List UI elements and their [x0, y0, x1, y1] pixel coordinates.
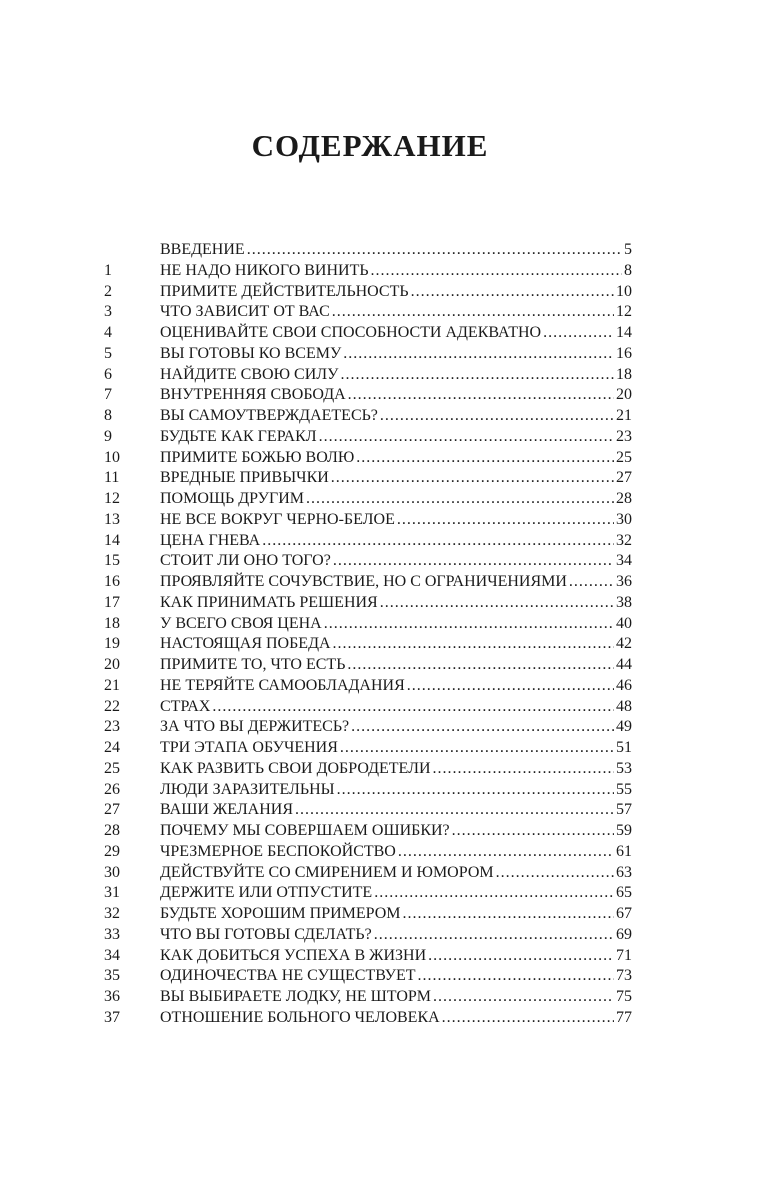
toc-entry[interactable] — [104, 531, 632, 552]
toc-entry-number: 13 — [104, 510, 120, 528]
toc-dot-leader — [324, 614, 614, 635]
toc-entry-title: КАК РАЗВИТЬ СВОИ ДОБРОДЕТЕЛИ — [160, 759, 431, 777]
toc-dot-leader — [262, 531, 614, 552]
toc-entry-title: НЕ ВСЕ ВОКРУГ ЧЕРНО-БЕЛОЕ — [160, 510, 395, 528]
toc-entry-page: 28 — [616, 490, 632, 507]
toc-entry-number: 30 — [104, 863, 120, 881]
toc-entry[interactable] — [104, 282, 632, 303]
toc-entry[interactable] — [104, 966, 632, 987]
toc-entry-page: 75 — [616, 988, 632, 1005]
toc-entry-title: НЕ ТЕРЯЙТЕ САМООБЛАДАНИЯ — [160, 676, 405, 694]
toc-dot-leader — [411, 282, 614, 303]
toc-entry[interactable] — [104, 655, 632, 676]
toc-entry[interactable] — [104, 780, 632, 801]
toc-entry-number: 28 — [104, 822, 120, 839]
toc-entry-number: 7 — [104, 386, 112, 404]
toc-entry-title: СТРАХ — [160, 697, 211, 715]
toc-entry-page: 71 — [616, 946, 632, 964]
toc-entry[interactable] — [104, 344, 632, 365]
toc-entry-page: 14 — [616, 324, 632, 341]
toc-entry-page: 51 — [616, 739, 632, 756]
toc-entry-number: 9 — [104, 427, 112, 445]
toc-entry-number: 11 — [104, 469, 120, 487]
toc-entry[interactable] — [104, 717, 632, 738]
toc-entry-number: 2 — [104, 282, 112, 300]
toc-entry-page: 27 — [616, 469, 632, 487]
toc-entry[interactable] — [104, 261, 632, 282]
toc-entry-page: 46 — [616, 676, 632, 694]
toc-entry-number: 24 — [104, 739, 120, 756]
toc-entry-page: 42 — [616, 635, 632, 653]
toc-entry-title: КАК ПРИНИМАТЬ РЕШЕНИЯ — [160, 593, 378, 611]
toc-entry-title: ЧТО ВЫ ГОТОВЫ СДЕЛАТЬ? — [160, 925, 372, 943]
toc-dot-leader — [380, 406, 614, 427]
toc-dot-leader — [543, 323, 614, 344]
toc-entry-page: 23 — [616, 427, 632, 445]
toc-entry-page: 61 — [616, 842, 632, 860]
toc-entry-title: СТОИТ ЛИ ОНО ТОГО? — [160, 552, 331, 570]
toc-entry-title: НЕ НАДО НИКОГО ВИНИТЬ — [160, 261, 369, 279]
toc-entry-title: ЛЮДИ ЗАРАЗИТЕЛЬНЫ — [160, 780, 335, 798]
toc-entry-number: 1 — [104, 261, 112, 279]
toc-dot-leader — [331, 468, 614, 489]
toc-entry[interactable] — [104, 240, 632, 261]
toc-entry-number: 20 — [104, 656, 120, 673]
toc-dot-leader — [403, 904, 614, 925]
toc-dot-leader — [337, 780, 614, 801]
toc-entry[interactable] — [104, 448, 632, 469]
toc-entry-page: 44 — [616, 656, 632, 673]
toc-dot-leader — [374, 883, 614, 904]
toc-entry-number: 34 — [104, 946, 120, 964]
toc-entry[interactable] — [104, 572, 632, 593]
toc-entry-title: У ВСЕГО СВОЯ ЦЕНА — [160, 614, 322, 632]
toc-entry[interactable] — [104, 406, 632, 427]
toc-entry-page: 49 — [616, 718, 632, 736]
toc-entry-title: ЗА ЧТО ВЫ ДЕРЖИТЕСЬ? — [160, 718, 350, 736]
toc-dot-leader — [398, 842, 614, 863]
toc-entry-number: 33 — [104, 925, 120, 943]
toc-entry-title: БУДЬТЕ ХОРОШИМ ПРИМЕРОМ — [160, 905, 401, 922]
toc-dot-leader — [351, 717, 614, 738]
toc-dot-leader — [319, 427, 614, 448]
toc-entry[interactable] — [104, 551, 632, 572]
toc-entry-title: ЦЕНА ГНЕВА — [160, 531, 261, 549]
toc-entry-number: 14 — [104, 531, 120, 549]
toc-entry-page: 53 — [616, 759, 632, 777]
toc-entry-number: 19 — [104, 635, 120, 653]
toc-entry[interactable] — [104, 883, 632, 904]
toc-entry-page: 67 — [616, 905, 632, 922]
toc-entry-number: 15 — [104, 552, 120, 570]
toc-entry[interactable] — [104, 1008, 632, 1029]
toc-entry-title: НАЙДИТЕ СВОЮ СИЛУ — [160, 365, 339, 383]
toc-entry-title: ПОЧЕМУ МЫ СОВЕРШАЕМ ОШИБКИ? — [160, 822, 450, 839]
toc-dot-leader — [340, 365, 614, 386]
toc-entry-title: БУДЬТЕ КАК ГЕРАКЛ — [160, 427, 317, 445]
toc-entry[interactable] — [104, 510, 632, 531]
page-title: СОДЕРЖАНИЕ — [251, 128, 489, 163]
toc-entry[interactable] — [104, 800, 632, 821]
toc-entry-number: 3 — [104, 303, 112, 321]
toc-entry-title: ВРЕДНЫЕ ПРИВЫЧКИ — [160, 469, 329, 487]
toc-entry-title: ЧТО ЗАВИСИТ ОТ ВАС — [160, 303, 330, 321]
toc-entry-title: ВЫ ГОТОВЫ КО ВСЕМУ — [160, 344, 342, 362]
toc-entry-number: 5 — [104, 344, 112, 362]
toc-dot-leader — [428, 946, 614, 967]
toc-dot-leader — [433, 759, 615, 780]
toc-entry-page: 30 — [616, 510, 632, 528]
toc-entry-title: ОЦЕНИВАЙТЕ СВОИ СПОСОБНОСТИ АДЕКВАТНО — [160, 324, 542, 341]
toc-entry-page: 77 — [616, 1008, 632, 1026]
toc-entry-number: 23 — [104, 718, 120, 736]
toc-dot-leader — [374, 925, 614, 946]
toc-entry-title: ВЫ САМОУТВЕРЖДАЕТЕСЬ? — [160, 407, 378, 424]
toc-entry-number: 36 — [104, 988, 120, 1005]
toc-entry-page: 65 — [616, 884, 632, 902]
toc-entry[interactable] — [104, 323, 632, 344]
toc-dot-leader — [295, 800, 614, 821]
toc-entry-title: ПРИМИТЕ ТО, ЧТО ЕСТЬ — [160, 656, 346, 673]
toc-entry-title: ПРИМИТЕ БОЖЬЮ ВОЛЮ — [160, 448, 355, 466]
toc-dot-leader — [418, 966, 615, 987]
toc-dot-leader — [306, 489, 614, 510]
toc-entry-page: 10 — [616, 282, 632, 300]
toc-entry-title: ПРОЯВЛЯЙТЕ СОЧУВСТВИЕ, НО С ОГРАНИЧЕНИЯМИ — [160, 573, 567, 590]
toc-entry-page: 16 — [616, 344, 632, 362]
toc-entry[interactable] — [104, 925, 632, 946]
toc-entry-page: 32 — [616, 531, 632, 549]
toc-entry-number: 18 — [104, 614, 120, 632]
toc-entry-title: ОТНОШЕНИЕ БОЛЬНОГО ЧЕЛОВЕКА — [160, 1008, 440, 1026]
toc-entry[interactable] — [104, 468, 632, 489]
table-of-contents — [104, 240, 632, 1029]
toc-entry[interactable] — [104, 614, 632, 635]
toc-dot-leader — [380, 593, 614, 614]
toc-entry-page: 12 — [616, 303, 632, 321]
toc-entry-title: КАК ДОБИТЬСЯ УСПЕХА В ЖИЗНИ — [160, 946, 427, 964]
toc-entry-page: 20 — [616, 386, 632, 404]
toc-dot-leader — [333, 551, 614, 572]
toc-entry[interactable] — [104, 821, 632, 842]
toc-entry-number: 22 — [104, 697, 120, 715]
toc-entry-title: НАСТОЯЩАЯ ПОБЕДА — [160, 635, 331, 653]
toc-entry-number: 37 — [104, 1008, 120, 1026]
toc-entry-title: ВАШИ ЖЕЛАНИЯ — [160, 801, 293, 819]
toc-entry-page: 38 — [616, 593, 632, 611]
toc-dot-leader — [496, 863, 614, 884]
toc-entry[interactable] — [104, 987, 632, 1008]
toc-dot-leader — [442, 1008, 614, 1029]
toc-entry-number: 17 — [104, 593, 120, 611]
toc-entry-title: ЧРЕЗМЕРНОЕ БЕСПОКОЙСТВО — [160, 842, 396, 860]
toc-entry-page: 59 — [616, 822, 632, 839]
toc-dot-leader — [343, 344, 614, 365]
toc-entry-number: 21 — [104, 676, 120, 694]
toc-dot-leader — [247, 240, 622, 261]
toc-entry-page: 36 — [616, 573, 632, 590]
toc-entry[interactable] — [104, 697, 632, 718]
toc-entry[interactable] — [104, 946, 632, 967]
toc-entry-page: 48 — [616, 697, 632, 715]
toc-entry[interactable] — [104, 676, 632, 697]
toc-entry-number: 29 — [104, 842, 120, 860]
toc-entry[interactable] — [104, 365, 632, 386]
toc-dot-leader — [569, 572, 614, 593]
toc-entry-number: 12 — [104, 490, 120, 507]
toc-entry-number: 6 — [104, 365, 112, 383]
toc-entry-number: 8 — [104, 407, 112, 424]
toc-dot-leader — [348, 385, 614, 406]
toc-dot-leader — [340, 738, 614, 759]
toc-dot-leader — [407, 676, 614, 697]
toc-entry-title: ТРИ ЭТАПА ОБУЧЕНИЯ — [160, 739, 338, 756]
toc-entry[interactable] — [104, 863, 632, 884]
toc-entry[interactable] — [104, 427, 632, 448]
toc-entry-number: 4 — [104, 324, 112, 341]
toc-entry[interactable] — [104, 759, 632, 780]
toc-entry-number: 16 — [104, 573, 120, 590]
toc-entry-number: 32 — [104, 905, 120, 922]
toc-entry-title: ВНУТРЕННЯЯ СВОБОДА — [160, 386, 346, 404]
toc-entry-number: 35 — [104, 967, 120, 985]
toc-entry-page: 5 — [624, 241, 632, 258]
toc-entry-number: 26 — [104, 780, 120, 798]
toc-entry-page: 55 — [616, 780, 632, 798]
toc-entry[interactable] — [104, 489, 632, 510]
toc-dot-leader — [212, 697, 614, 718]
toc-entry-title: ДЕЙСТВУЙТЕ СО СМИРЕНИЕМ И ЮМОРОМ — [160, 863, 494, 881]
toc-entry-number: 31 — [104, 884, 120, 902]
toc-dot-leader — [356, 448, 614, 469]
toc-entry-title: ПРИМИТЕ ДЕЙСТВИТЕЛЬНОСТЬ — [160, 282, 409, 300]
toc-entry-page: 73 — [616, 967, 632, 985]
toc-entry[interactable] — [104, 302, 632, 323]
toc-entry-title: ОДИНОЧЕСТВА НЕ СУЩЕСТВУЕТ — [160, 967, 416, 985]
toc-dot-leader — [347, 655, 614, 676]
toc-entry-page: 34 — [616, 552, 632, 570]
toc-entry-number: 27 — [104, 801, 120, 819]
toc-entry-page: 63 — [616, 863, 632, 881]
toc-dot-leader — [332, 302, 614, 323]
toc-entry-page: 21 — [616, 407, 632, 424]
toc-entry-number: 25 — [104, 759, 120, 777]
toc-dot-leader — [371, 261, 622, 282]
toc-entry-page: 25 — [616, 448, 632, 466]
toc-entry[interactable] — [104, 593, 632, 614]
toc-entry[interactable] — [104, 842, 632, 863]
toc-entry-page: 18 — [616, 365, 632, 383]
toc-entry[interactable] — [104, 904, 632, 925]
toc-entry-page: 57 — [616, 801, 632, 819]
toc-entry-title: ДЕРЖИТЕ ИЛИ ОТПУСТИТЕ — [160, 884, 373, 902]
toc-entry-page: 8 — [624, 261, 632, 279]
toc-entry-title: ВВЕДЕНИЕ — [160, 241, 245, 258]
toc-dot-leader — [397, 510, 614, 531]
toc-entry-page: 69 — [616, 925, 632, 943]
toc-entry-number: 10 — [104, 448, 120, 466]
toc-dot-leader — [333, 634, 614, 655]
toc-entry-page: 40 — [616, 614, 632, 632]
toc-entry-title: ПОМОЩЬ ДРУГИМ — [160, 490, 304, 507]
toc-entry[interactable] — [104, 634, 632, 655]
toc-entry[interactable] — [104, 385, 632, 406]
toc-entry-title: ВЫ ВЫБИРАЕТЕ ЛОДКУ, НЕ ШТОРМ — [160, 988, 432, 1005]
toc-dot-leader — [452, 821, 614, 842]
toc-entry[interactable] — [104, 738, 632, 759]
toc-dot-leader — [433, 987, 614, 1008]
